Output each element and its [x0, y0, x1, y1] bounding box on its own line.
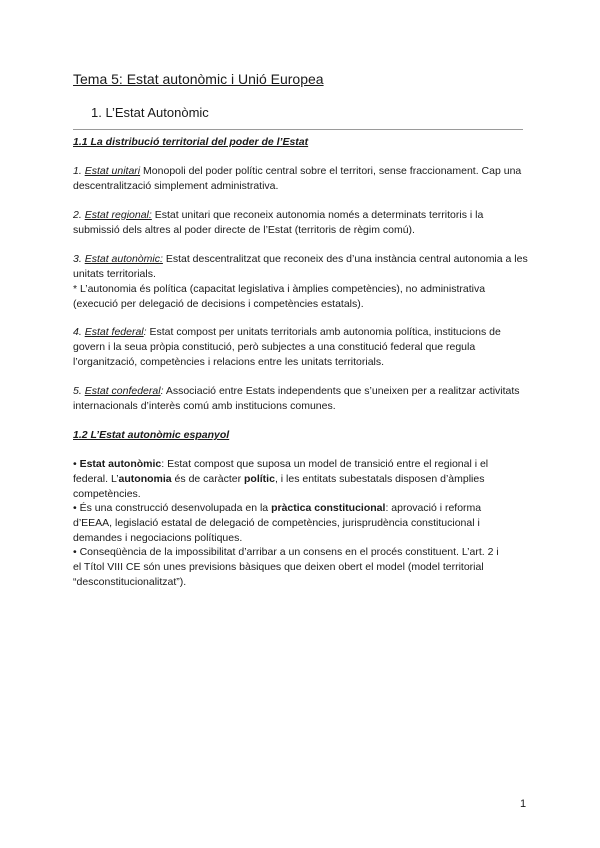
bullet-line	[73, 560, 533, 575]
bullet-text: , i les entitats subestatals disposen d’àmplies	[274, 473, 485, 485]
bullet-line	[73, 487, 533, 502]
bullet-text: : Estat compost que suposa un model de transició entre el regional i el	[161, 458, 489, 470]
definition-number: 5.	[73, 385, 82, 397]
bullet-line	[73, 545, 533, 560]
bullet-text: demandes i negociacions polítiques.	[73, 532, 243, 544]
bullet-bold-text: pràctica constitucional	[271, 502, 386, 514]
definition-term: Estat confederal	[84, 385, 161, 397]
bullet-item	[73, 545, 533, 590]
definition-estat-unitari	[73, 164, 528, 194]
heading-estat-autonomic: 1. L’Estat Autonòmic	[91, 105, 209, 120]
bullet-bold-text: polític	[244, 473, 275, 485]
bullet-line	[73, 501, 533, 516]
bullet-line	[73, 457, 533, 472]
definition-estat-regional	[73, 208, 528, 238]
bullet-text: : aprovació i reforma	[385, 502, 482, 514]
bullet-line	[73, 531, 533, 546]
section-heading-1-1: 1.1 La distribució territorial del poder de l’Estat	[73, 136, 309, 148]
bullet-text: competències.	[73, 488, 141, 500]
bullet-line	[73, 575, 533, 590]
definition-term: Estat federal	[84, 326, 144, 338]
definition-term: Estat autonòmic:	[84, 253, 163, 265]
definition-text: Estat compost per unitats territorials amb autonomia política, institucions de govern i la seua pròpia constitució, però subjectes a una constitució federal que regula l’organització, competències i relacions entre les unitats territorials.	[73, 326, 501, 368]
definition-term: Estat unitari	[84, 165, 141, 177]
bullet-text: • És una construcció desenvolupada en la	[73, 502, 272, 514]
definition-text: Associació entre Estats independents que s’uneixen per a realitzar activitats internacionals d’interès comú amb institucions comunes.	[73, 385, 520, 412]
bullet-text: d’EEAA, legislació estatal de delegació de competències, jurisprudència constitucional i	[73, 517, 480, 529]
bullet-line	[73, 516, 533, 531]
definition-text: Monopoli del poder polític central sobre el territori, sense fraccionament. Cap una descentralització simplement administrativa.	[73, 165, 522, 192]
bullet-bold-text: autonomia	[118, 473, 172, 485]
bullet-line	[73, 472, 533, 487]
section-heading-1-2: 1.2 L’Estat autonòmic espanyol	[73, 429, 230, 441]
bullet-item	[73, 457, 533, 502]
horizontal-rule	[73, 129, 523, 130]
document-title: Tema 5: Estat autonòmic i Unió Europea	[73, 71, 324, 87]
bullet-text: • Conseqüència de la impossibilitat d’arribar a un consens en el procés constituent. L’art. 2 i	[73, 546, 499, 558]
definition-text: Estat unitari que reconeix autonomia només a determinats territoris i la submissió dels altres al poder directe de l’Estat (territoris de règim comú).	[73, 209, 484, 236]
definition-number: 2.	[73, 209, 82, 221]
page-number: 1	[520, 798, 527, 810]
definition-number: 3.	[73, 253, 82, 265]
definition-estat-federal: 4. Estat federal: Estat compost per unitats territorials amb autonomia política, institucions de govern i la seua pròpia constitució, però subjectes a una constitució federal que regula l’organització, competències i relacions entre les unitats territorials.	[73, 326, 501, 368]
definition-estat-autonomic	[73, 252, 528, 312]
bullet-text: federal. L’	[73, 473, 119, 485]
definition-number: 1.	[73, 165, 82, 177]
bullet-bold-text: Estat autonòmic	[79, 458, 162, 470]
bullet-text: el Títol VIII CE són unes previsions bàsiques que deixen obert el model (model territorial	[73, 561, 484, 573]
definition-note: * L’autonomia és política (capacitat legislativa i àmplies competències), no administrativa (execució per delegació de decisions i competències estatals).	[73, 283, 486, 310]
bullet-text: “desconstitucionalitzat”).	[73, 576, 187, 588]
definition-number: 4.	[73, 326, 82, 338]
definition-term: Estat regional:	[84, 209, 152, 221]
definition-text: Estat descentralitzat que reconeix des d’una instància central autonomia a les unitats territorials.	[73, 253, 528, 280]
definition-estat-confederal: 5. Estat confederal: Associació entre Estats independents que s’uneixen per a realitzar activitats internacionals d’interès comú amb institucions comunes.	[73, 385, 520, 412]
bullet-item	[73, 501, 533, 546]
bullet-text: és de caràcter	[171, 473, 245, 485]
bullet-text: •	[73, 458, 80, 470]
